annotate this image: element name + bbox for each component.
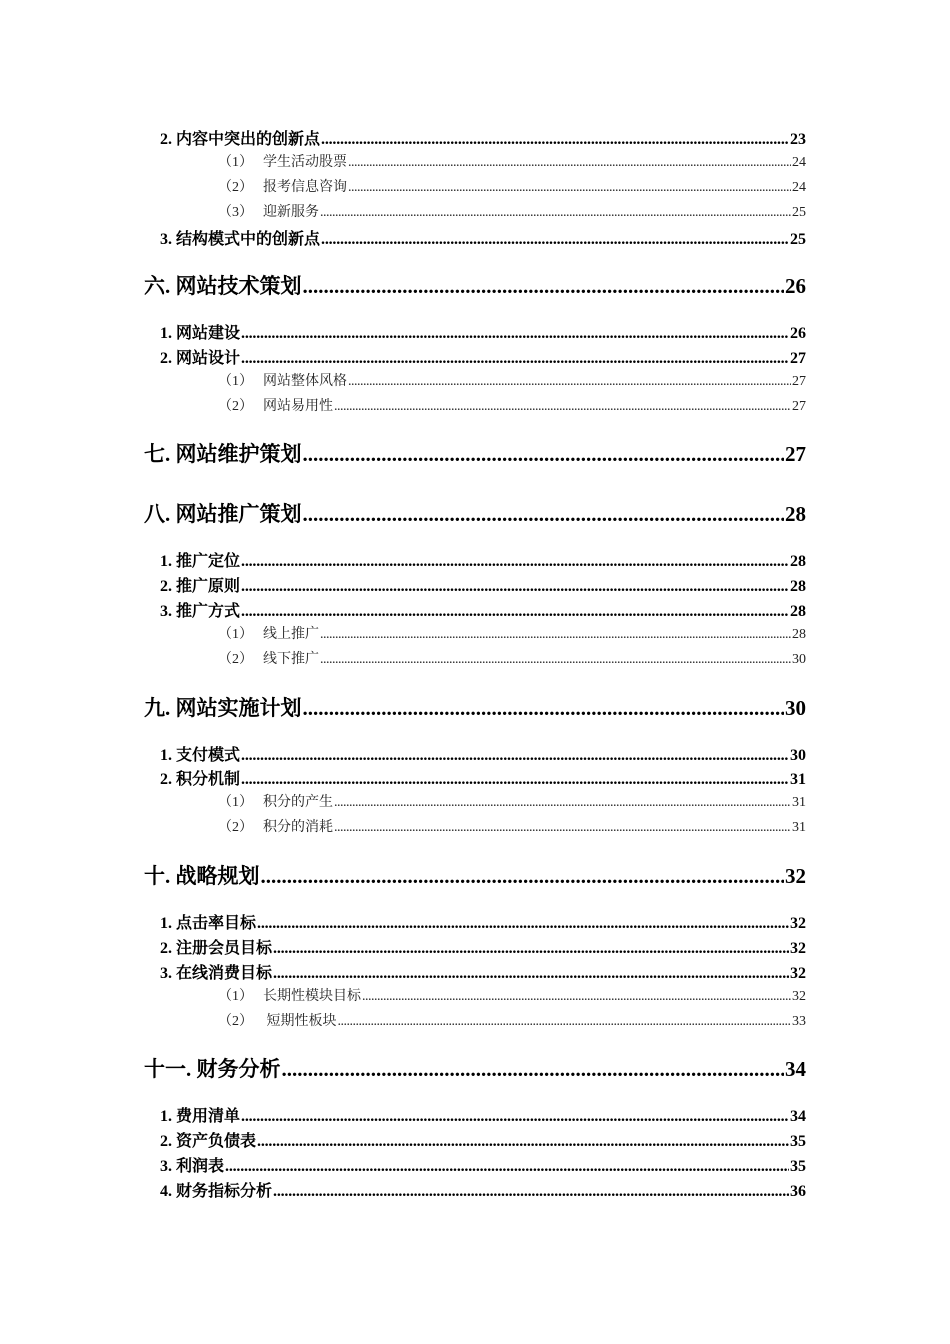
toc-page-number: 31 — [792, 795, 806, 810]
toc-entry-text: 2. 内容中突出的创新点 — [160, 131, 321, 148]
toc-dot-leader — [320, 627, 791, 643]
toc-entry-title — [218, 395, 333, 415]
toc-dot-leader — [348, 180, 791, 196]
toc-chapter-entry[interactable] — [144, 692, 806, 722]
toc-dot-leader — [334, 820, 791, 836]
toc-entry-title — [160, 548, 240, 571]
toc-section-entry[interactable] — [160, 960, 806, 983]
toc-entry-text: 网站易用性 — [263, 399, 333, 414]
toc-entry-title — [218, 623, 319, 643]
toc-entry-index: （2） — [218, 180, 253, 195]
toc-section-entry[interactable] — [160, 1153, 806, 1176]
toc-entry-text: 长期性模块目标 — [263, 989, 361, 1004]
toc-page-number: 24 — [792, 180, 806, 195]
toc-entry-index: （1） — [218, 795, 253, 810]
toc-chapter-entry[interactable] — [144, 498, 806, 528]
toc-dot-leader — [282, 1057, 785, 1082]
toc-entry-title — [160, 935, 272, 958]
toc-subsection-entry[interactable] — [218, 648, 806, 668]
toc-section-entry[interactable] — [160, 766, 806, 789]
toc-entry-title — [160, 1103, 240, 1126]
toc-entry-title — [144, 498, 302, 528]
toc-subsection-entry[interactable] — [218, 791, 806, 811]
toc-entry-title — [160, 320, 240, 343]
toc-entry-title — [160, 598, 240, 621]
toc-page-number: 28 — [785, 502, 806, 526]
toc-dot-leader — [241, 1108, 789, 1126]
toc-entry-title — [160, 126, 320, 149]
toc-section-entry[interactable] — [160, 573, 806, 596]
toc-entry-title — [160, 766, 240, 789]
toc-entry-title — [218, 201, 319, 221]
toc-entry-title — [218, 176, 347, 196]
toc-subsection-entry[interactable] — [218, 816, 806, 836]
toc-entry-title — [218, 816, 333, 836]
toc-dot-leader — [273, 940, 789, 958]
toc-page-number: 32 — [792, 989, 806, 1004]
toc-section-entry[interactable] — [160, 742, 806, 765]
toc-chapter-entry[interactable] — [144, 438, 806, 468]
toc-entry-title — [144, 438, 302, 468]
toc-page-number: 32 — [790, 915, 806, 932]
toc-dot-leader — [320, 205, 791, 221]
toc-entry-title — [160, 742, 240, 765]
toc-page-number: 28 — [790, 578, 806, 595]
toc-entry-index: （1） — [218, 627, 253, 642]
toc-page-number: 28 — [792, 627, 806, 642]
toc-page-number: 31 — [790, 771, 806, 788]
toc-section-entry[interactable] — [160, 1128, 806, 1151]
toc-dot-leader — [241, 578, 789, 596]
toc-dot-leader — [241, 747, 789, 765]
toc-entry-title — [218, 791, 333, 811]
toc-page-number: 25 — [790, 231, 806, 248]
toc-entry-text: 十. 战略规划 — [144, 864, 260, 888]
toc-entry-text: 3. 推广方式 — [160, 603, 241, 620]
toc-page-number: 26 — [785, 274, 806, 298]
toc-dot-leader — [257, 915, 789, 933]
toc-section-entry[interactable] — [160, 345, 806, 368]
toc-entry-text: 4. 财务指标分析 — [160, 1183, 273, 1200]
toc-dot-leader — [303, 696, 785, 721]
toc-dot-leader — [303, 274, 785, 299]
toc-section-entry[interactable] — [160, 1103, 806, 1126]
toc-entry-text: 报考信息咨询 — [263, 180, 347, 195]
toc-dot-leader — [334, 795, 791, 811]
toc-entry-index: （2） — [218, 1014, 253, 1029]
toc-dot-leader — [303, 502, 785, 527]
toc-section-entry[interactable] — [160, 548, 806, 571]
toc-subsection-entry[interactable] — [218, 201, 806, 221]
toc-section-entry[interactable] — [160, 226, 806, 249]
toc-entry-title — [144, 860, 260, 890]
toc-entry-title — [160, 573, 240, 596]
toc-dot-leader — [320, 652, 791, 668]
toc-entry-text: 1. 点击率目标 — [160, 915, 257, 932]
toc-page-number: 24 — [792, 155, 806, 170]
toc-section-entry[interactable] — [160, 126, 806, 149]
toc-page-number: 34 — [790, 1108, 806, 1125]
toc-page-number: 36 — [790, 1183, 806, 1200]
toc-entry-text: 2. 积分机制 — [160, 771, 241, 788]
toc-section-entry[interactable] — [160, 935, 806, 958]
toc-entry-title — [144, 270, 302, 300]
toc-entry-text: 2. 资产负债表 — [160, 1133, 257, 1150]
toc-subsection-entry[interactable] — [218, 623, 806, 643]
toc-subsection-entry[interactable] — [218, 370, 806, 390]
toc-page-number: 27 — [790, 350, 806, 367]
toc-dot-leader — [261, 864, 785, 889]
toc-dot-leader — [241, 325, 789, 343]
toc-entry-text: 九. 网站实施计划 — [144, 696, 302, 720]
toc-entry-title — [218, 648, 319, 668]
toc-chapter-entry[interactable] — [144, 860, 806, 890]
toc-dot-leader — [348, 374, 791, 390]
toc-entry-text: 积分的产生 — [263, 795, 333, 810]
toc-subsection-entry[interactable] — [218, 151, 806, 171]
toc-dot-leader — [321, 231, 789, 249]
toc-entry-title — [160, 345, 240, 368]
toc-subsection-entry[interactable] — [218, 985, 806, 1005]
toc-entry-title — [144, 692, 302, 722]
toc-entry-title — [160, 960, 272, 983]
toc-entry-text: 六. 网站技术策划 — [144, 274, 302, 298]
toc-dot-leader — [257, 1133, 789, 1151]
toc-entry-text: 积分的消耗 — [263, 820, 333, 835]
toc-page-number: 26 — [790, 325, 806, 342]
toc-section-entry[interactable] — [160, 320, 806, 343]
toc-page-number: 30 — [792, 652, 806, 667]
toc-entry-text: 网站整体风格 — [263, 374, 347, 389]
toc-subsection-entry[interactable] — [218, 1010, 806, 1030]
toc-dot-leader — [321, 131, 789, 149]
toc-page-number: 30 — [790, 747, 806, 764]
toc-dot-leader — [338, 1014, 792, 1030]
toc-dot-leader — [273, 1183, 789, 1201]
toc-dot-leader — [241, 350, 789, 368]
toc-entry-text: 1. 网站建设 — [160, 325, 241, 342]
toc-entry-title — [160, 1178, 272, 1201]
toc-entry-text: 2. 注册会员目标 — [160, 940, 273, 957]
toc-dot-leader — [225, 1158, 789, 1176]
toc-entry-text: 七. 网站维护策划 — [144, 442, 302, 466]
toc-entry-title — [144, 1053, 281, 1083]
toc-page-number: 32 — [785, 864, 806, 888]
toc-entry-index: （2） — [218, 652, 253, 667]
toc-page-number: 28 — [790, 603, 806, 620]
toc-page-number: 28 — [790, 553, 806, 570]
toc-subsection-entry[interactable] — [218, 395, 806, 415]
toc-page-number: 23 — [790, 131, 806, 148]
toc-page-number: 31 — [792, 820, 806, 835]
toc-entry-title — [160, 1153, 224, 1176]
toc-section-entry[interactable] — [160, 1178, 806, 1201]
toc-section-entry[interactable] — [160, 598, 806, 621]
toc-subsection-entry[interactable] — [218, 176, 806, 196]
toc-entry-text: 短期性板块 — [263, 1014, 337, 1029]
toc-chapter-entry[interactable] — [144, 1053, 806, 1083]
toc-entry-text: 迎新服务 — [263, 205, 319, 220]
toc-entry-title — [218, 151, 347, 171]
toc-entry-index: （1） — [218, 155, 253, 170]
toc-dot-leader — [241, 603, 789, 621]
toc-page-number: 25 — [792, 205, 806, 220]
toc-entry-title — [160, 1128, 256, 1151]
toc-entry-text: 1. 推广定位 — [160, 553, 241, 570]
toc-page-number: 32 — [790, 940, 806, 957]
toc-page-number: 27 — [785, 442, 806, 466]
toc-entry-title — [160, 910, 256, 933]
toc-section-entry[interactable] — [160, 910, 806, 933]
toc-page-number: 27 — [792, 374, 806, 389]
toc-dot-leader — [362, 989, 791, 1005]
toc-dot-leader — [303, 442, 785, 467]
toc-entry-title — [218, 1010, 337, 1030]
toc-entry-text: 3. 结构模式中的创新点 — [160, 231, 321, 248]
toc-entry-title — [218, 985, 361, 1005]
toc-page-number: 27 — [792, 399, 806, 414]
toc-entry-text: 2. 网站设计 — [160, 350, 241, 367]
toc-page-number: 35 — [790, 1158, 806, 1175]
toc-page-number: 35 — [790, 1133, 806, 1150]
toc-entry-text: 3. 利润表 — [160, 1158, 225, 1175]
toc-dot-leader — [241, 771, 789, 789]
toc-page-number: 33 — [792, 1014, 806, 1029]
toc-page-number: 30 — [785, 696, 806, 720]
toc-entry-text: 线上推广 — [263, 627, 319, 642]
toc-entry-text: 2. 推广原则 — [160, 578, 241, 595]
toc-page-number: 34 — [785, 1057, 806, 1081]
toc-dot-leader — [334, 399, 791, 415]
toc-entry-title — [160, 226, 320, 249]
toc-entry-text: 3. 在线消费目标 — [160, 965, 273, 982]
toc-dot-leader — [348, 155, 791, 171]
toc-entry-index: （2） — [218, 820, 253, 835]
toc-chapter-entry[interactable] — [144, 270, 806, 300]
toc-entry-text: 八. 网站推广策划 — [144, 502, 302, 526]
toc-page-number: 32 — [790, 965, 806, 982]
toc-entry-title — [218, 370, 347, 390]
toc-entry-text: 1. 费用清单 — [160, 1108, 241, 1125]
toc-entry-text: 线下推广 — [263, 652, 319, 667]
toc-entry-index: （1） — [218, 374, 253, 389]
toc-entry-index: （1） — [218, 989, 253, 1004]
toc-entry-text: 1. 支付模式 — [160, 747, 241, 764]
toc-entry-index: （3） — [218, 205, 253, 220]
toc-entry-text: 学生活动股票 — [263, 155, 347, 170]
toc-dot-leader — [241, 553, 789, 571]
toc-dot-leader — [273, 965, 789, 983]
toc-entry-index: （2） — [218, 399, 253, 414]
toc-entry-text: 十一. 财务分析 — [144, 1057, 281, 1081]
